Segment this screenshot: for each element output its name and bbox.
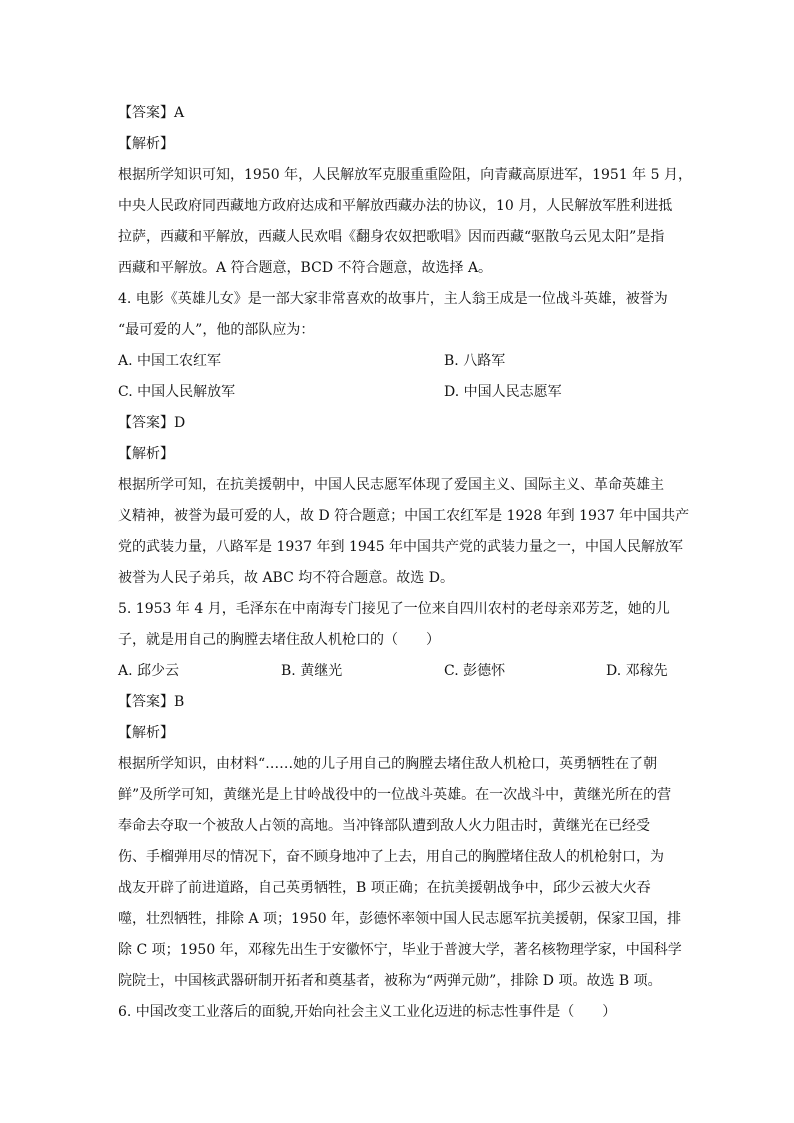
q5-option-a: A. 邱少云 [118, 663, 180, 679]
q5-analysis-line: 除 C 项；1950 年，邓稼先出生于安徽怀宁，毕业于普渡大学，著名核物理学家，中国科学 [118, 942, 682, 958]
q6-stem-line: 6. 中国改变工业落后的面貌,开始向社会主义工业化迈进的标志性事件是（ ） [118, 1004, 617, 1020]
q4-analysis-label: 【解析】 [118, 446, 174, 462]
q5-stem-line: 子，就是用自己的胸膛去堵住敌人机枪口的（ ） [118, 632, 440, 648]
q5-analysis-line: 伤、手榴弹用尽的情况下，奋不顾身地冲了上去，用自己的胸膛堵住敌人的机枪射口，为 [118, 849, 664, 865]
q4-analysis-line: 被誉为人民子弟兵，故 ABC 均不符合题意。故选 D。 [118, 570, 454, 586]
q4-analysis-line: 根据所学可知，在抗美援朝中，中国人民志愿军体现了爱国主义、国际主义、革命英雄主 [118, 477, 664, 493]
q5-analysis-line: 奉命去夺取一个被敌人占领的高地。当冲锋部队遭到敌人火力阻击时，黄继光在已经受 [118, 818, 650, 834]
q5-option-d: D. 邓稼先 [606, 663, 668, 679]
q4-option-b: B. 八路军 [444, 353, 506, 369]
q5-analysis-line: 战友开辟了前进道路，自己英勇牺牲，B 项正确；在抗美援朝战争中，邱少云被大火吞 [118, 880, 651, 896]
q3-analysis-line: 西藏和平解放。A 符合题意，BCD 不符合题意，故选择 A。 [118, 260, 493, 276]
q5-options-row [118, 656, 678, 687]
q4-option-d: D. 中国人民志愿军 [444, 384, 562, 400]
q4-answer: 【答案】D [118, 415, 186, 431]
document-page [118, 98, 692, 1028]
q5-analysis-line: 根据所学知识，由材料“……她的儿子用自己的胸膛去堵住敌人机枪口，英勇牺牲在了朝 [118, 756, 658, 772]
q4-options-row-2 [118, 377, 678, 408]
q3-answer: 【答案】A [118, 105, 185, 121]
q4-stem-line: “最可爱的人”，他的部队应为： [118, 322, 315, 338]
q4-stem-line: 4. 电影《英雄儿女》是一部大家非常喜欢的故事片，主人翁王成是一位战斗英雄，被誉为 [118, 291, 668, 307]
q4-option-c: C. 中国人民解放军 [118, 384, 236, 400]
q5-analysis-label: 【解析】 [118, 725, 174, 741]
q4-option-a: A. 中国工农红军 [118, 353, 222, 369]
q4-analysis-line: 党的武装力量，八路军是 1937 年到 1945 年中国共产党的武装力量之一，中国人民解放军 [118, 539, 684, 555]
q5-option-b: B. 黄继光 [281, 663, 343, 679]
q5-option-c: C. 彭德怀 [444, 663, 506, 679]
q5-analysis-line: 院院士，中国核武器研制开拓者和奠基者，被称为“两弹元勋”，排除 D 项。故选 B 项。 [118, 973, 662, 989]
q4-analysis-line: 义精神，被誉为最可爱的人，故 D 符合题意；中国工农红军是 1928 年到 1937 年中国共产 [118, 508, 690, 524]
q3-analysis-label: 【解析】 [118, 136, 174, 152]
q3-analysis-line: 根据所学知识可知，1950 年，人民解放军克服重重险阻，向青藏高原进军，1951 年 5 月， [118, 167, 692, 183]
q5-answer: 【答案】B [118, 694, 185, 710]
q3-analysis-line: 拉萨，西藏和平解放，西藏人民欢唱《翻身农奴把歌唱》因而西藏“驱散乌云见太阳”是指 [118, 229, 665, 245]
q5-analysis-line: 鲜”及所学可知，黄继光是上甘岭战役中的一位战斗英雄。在一次战斗中，黄继光所在的营 [118, 787, 672, 803]
q3-analysis-line: 中央人民政府同西藏地方政府达成和平解放西藏办法的协议，10 月，人民解放军胜利进抵 [118, 198, 673, 214]
q5-analysis-line: 噬，壮烈牺牲，排除 A 项；1950 年，彭德怀率领中国人民志愿军抗美援朝，保家卫国，排 [118, 911, 682, 927]
q5-stem-line: 5. 1953 年 4 月，毛泽东在中南海专门接见了一位来自四川农村的老母亲邓芳芝，她的儿 [118, 601, 670, 617]
q4-options-row-1 [118, 346, 678, 377]
